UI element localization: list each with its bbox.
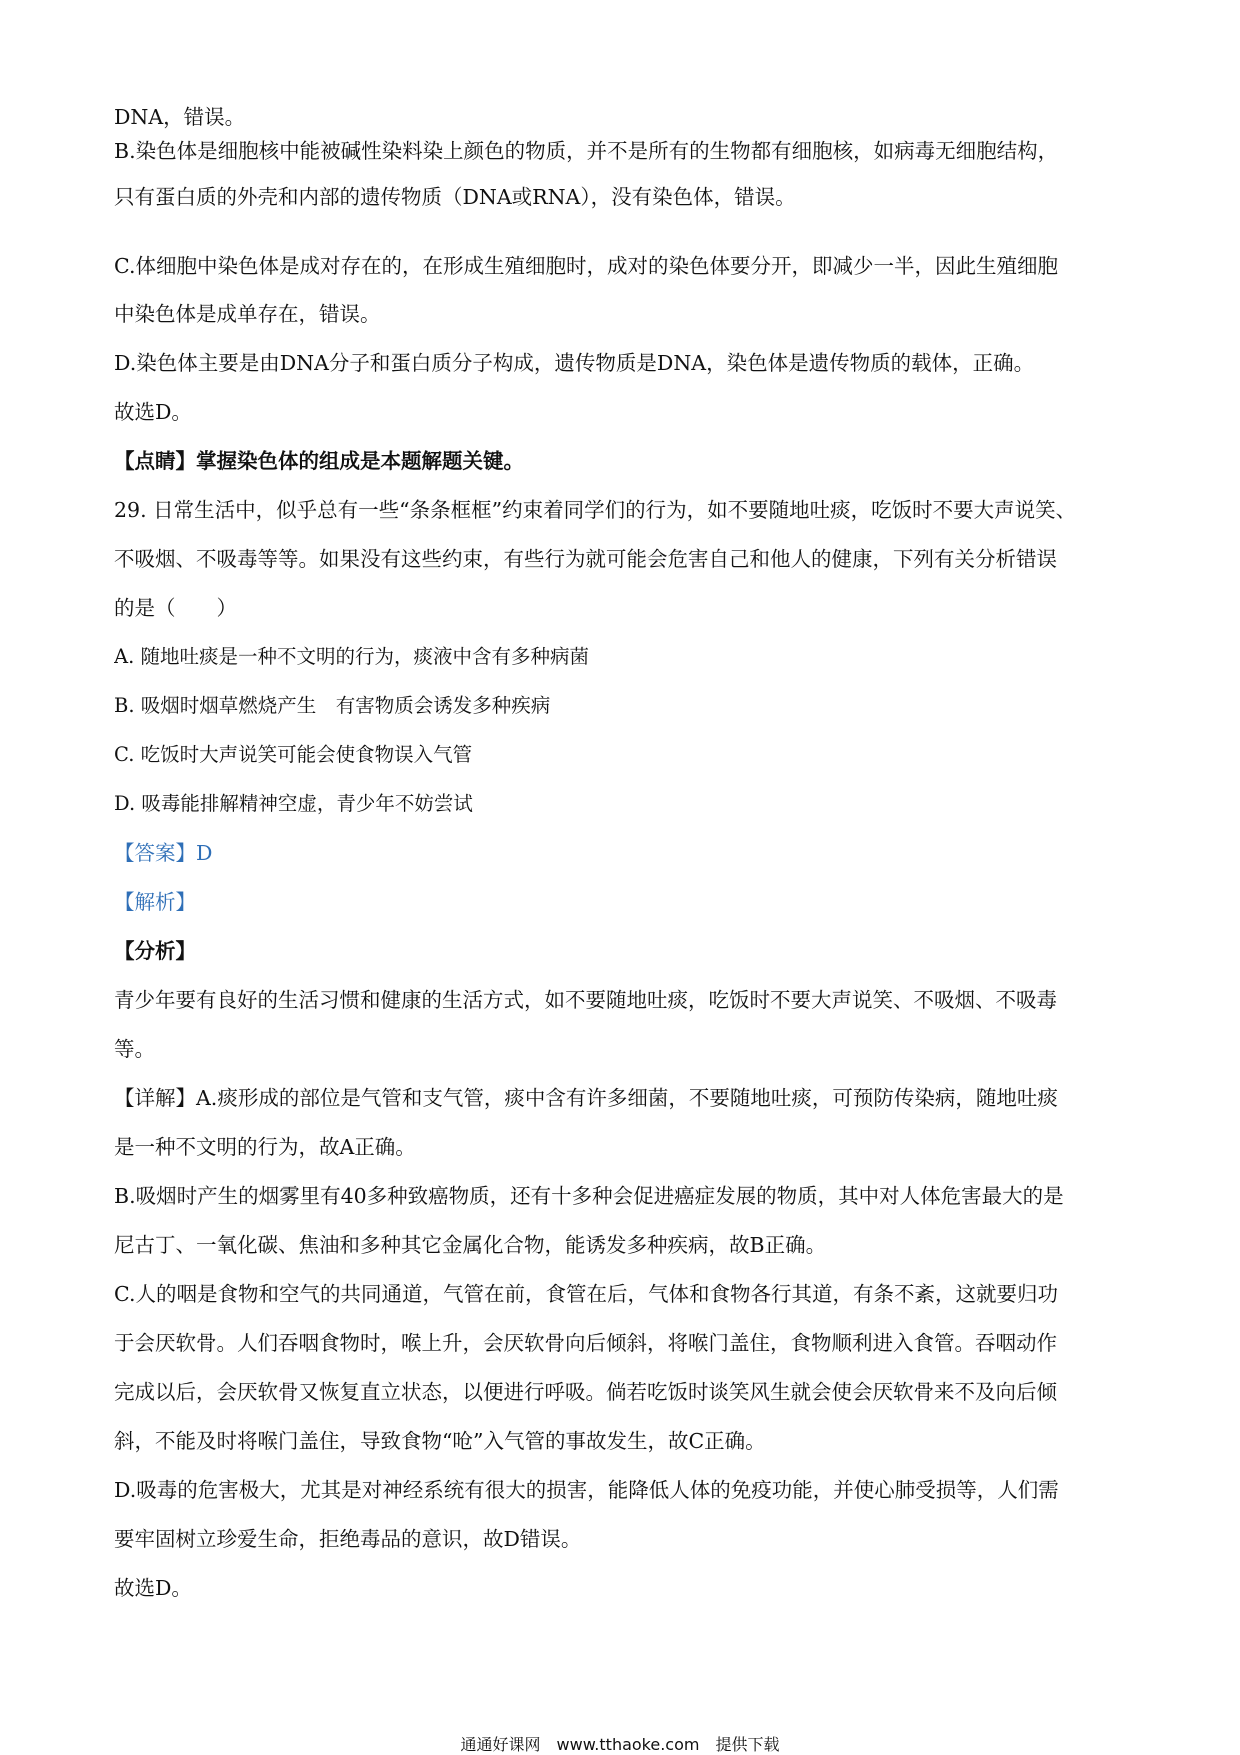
text-line: 中染色体是成单存在，错误。 [114,302,381,326]
question-line: 的是（ ） [114,596,237,620]
text-line: 故选D。 [114,400,192,424]
text-line: 于会厌软骨。人们吞咽食物时，喉上升，会厌软骨向后倾斜，将喉门盖住，食物顺利进入食管。吞咽动作 [114,1331,1057,1355]
text-line: 完成以后，会厌软骨又恢复直立状态，以便进行呼吸。倘若吃饭时谈笑风生就会使会厌软骨来不及向后倾 [114,1380,1057,1404]
text-line: 要牢固树立珍爱生命，拒绝毒品的意识，故D错误。 [114,1527,582,1551]
page-footer: 通通好课网 www.tthaoke.com 提供下载 [460,1735,780,1754]
text-line: C.体细胞中染色体是成对存在的，在形成生殖细胞时，成对的染色体要分开，即减少一半，因此生殖细胞 [114,254,1058,278]
text-line: 是一种不文明的行为，故A正确。 [114,1135,416,1159]
option-b: B. 吸烟时烟草燃烧产生 有害物质会诱发多种疾病 [114,694,551,717]
answer-line: 【答案】D [114,841,213,865]
text-line: 等。 [114,1037,155,1061]
text-line: 只有蛋白质的外壳和内部的遗传物质（DNA或RNA），没有染色体，错误。 [114,185,796,209]
text-line: 青少年要有良好的生活习惯和健康的生活方式，如不要随地吐痰，吃饭时不要大声说笑、不吸烟、不吸毒 [114,988,1057,1012]
question-line: 29. 日常生活中，似乎总有一些“条条框框”约束着同学们的行为，如不要随地吐痰，吃饭时不要大声说笑、 [114,498,1077,522]
text-line: DNA，错误。 [114,105,246,129]
text-line: C.人的咽是食物和空气的共同通道，气管在前，食管在后，气体和食物各行其道，有条不紊，这就要归功 [114,1282,1058,1306]
option-a: A. 随地吐痰是一种不文明的行为，痰液中含有多种病菌 [114,645,589,668]
detail-line: 【详解】A.痰形成的部位是气管和支气管，痰中含有许多细菌，不要随地吐痰，可预防传染病，随地吐痰 [114,1086,1058,1110]
text-line: 斜，不能及时将喉门盖住，导致食物“呛”入气管的事故发生，故C正确。 [114,1429,766,1453]
text-line: D.吸毒的危害极大，尤其是对神经系统有很大的损害，能降低人体的免疫功能，并使心肺受损等，人们需 [114,1478,1059,1502]
text-line: 故选D。 [114,1576,192,1600]
option-d: D. 吸毒能排解精神空虚，青少年不妨尝试 [114,792,473,815]
comment-line: 【点睛】掌握染色体的组成是本题解题关键。 [114,449,524,473]
analysis-subheading: 【分析】 [114,939,196,963]
text-line: B.吸烟时产生的烟雾里有40多种致癌物质，还有十多种会促进癌症发展的物质，其中对人体危害最大的是 [114,1184,1064,1208]
text-line: 尼古丁、一氧化碳、焦油和多种其它金属化合物，能诱发多种疾病，故B正确。 [114,1233,827,1257]
text-line: D.染色体主要是由DNA分子和蛋白质分子构成，遗传物质是DNA，染色体是遗传物质的载体，正确。 [114,351,1035,375]
option-c: C. 吃饭时大声说笑可能会使食物误入气管 [114,743,473,766]
text-line: B.染色体是细胞核中能被碱性染料染上颜色的物质，并不是所有的生物都有细胞核，如病毒无细胞结构， [114,139,1059,163]
question-line: 不吸烟、不吸毒等等。如果没有这些约束，有些行为就可能会危害自己和他人的健康，下列有关分析错误 [114,547,1057,571]
analysis-heading: 【解析】 [114,890,196,914]
